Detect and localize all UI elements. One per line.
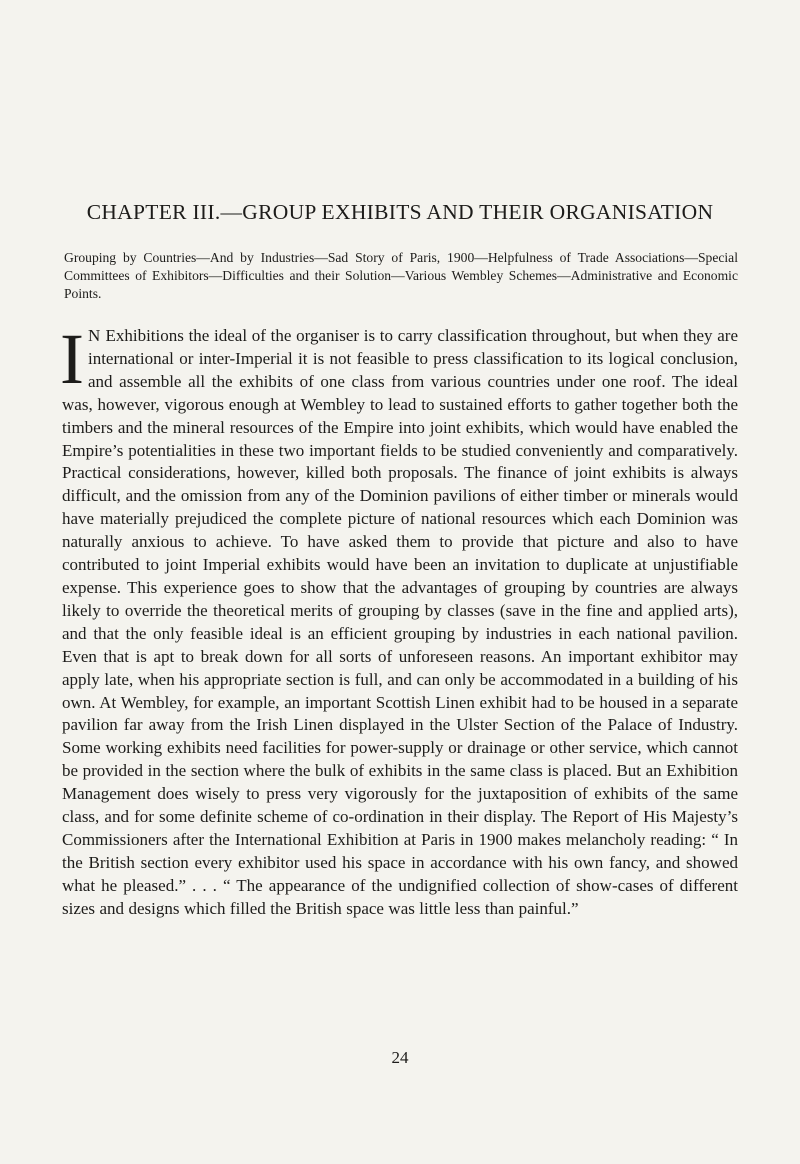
- body-text: Exhibitions the ideal of the organiser is to carry classification throughout, but when they are international or inter-Imperial it is not feasible to press classification to its logical conclusion, and assemble all the exhibits of one class from various countries under one roof. The ideal was, however, vigorous enough at Wembley to lead to sustained efforts to gather together both the timbers and the mineral resources of the Empire into joint exhibits, which would have enabled the Empire’s potentialities in these two important fields to be studied conveniently and comparatively. Practical considerations, however, killed both proposals. The finance of joint exhibits is always difficult, and the omission from any of the Dominion pavilions of either timber or minerals would have materially prejudiced the complete picture of national resources which each Dominion was naturally anxious to achieve. To have asked them to provide that picture and also to have contributed to joint Imperial exhibits would have been an invitation to duplicate at unjustifiable expense. This experience goes to show that the advantages of grouping by countries are always likely to override the theoretical merits of grouping by classes (save in the fine and applied arts), and that the only feasible ideal is an efficient grouping by industries in each national pavilion. Even that is apt to break down for all sorts of unforeseen reasons. An important exhibitor may apply late, when his appropriate section is full, and can only be accommodated in a building of his own. At Wembley, for example, an important Scottish Linen exhibit had to be housed in a separate pavilion far away from the Irish Linen displayed in the Ulster Section of the Palace of Industry. Some working exhibits need facilities for power-supply or drainage or other service, which cannot be provided in the section where the bulk of exhibits in the same class is placed. But an Exhibition Management does wisely to press very vigorously for the juxtaposition of exhibits of the same class, and for some definite scheme of co-ordination in their display. The Report of His Majesty’s Commissioners after the International Exhibition at Paris in 1900 makes melancholy reading: “ In the British section every exhibitor used his space in accordance with his own fancy, and showed what he pleased.” . . . “ The appearance of the undignified collection of show-cases of different sizes and designs which filled the British space was little less than painful.”: [62, 326, 738, 918]
- body-paragraph: [60, 319, 738, 921]
- chapter-title: CHAPTER III.—GROUP EXHIBITS AND THEIR ORGANISATION: [86, 200, 714, 224]
- page-content: [62, 200, 738, 921]
- page-number: 24: [391, 1048, 409, 1067]
- drop-cap: I: [60, 319, 84, 399]
- first-letters: N: [87, 326, 101, 345]
- chapter-synopsis: Grouping by Countries—And by Industries—Sad Story of Paris, 1900—Helpfulness of Trade Associations—Special Committees of Exhibitors—Difficulties and their Solution—Various Wembley Schemes—Administrative and Economic Points.: [64, 250, 738, 301]
